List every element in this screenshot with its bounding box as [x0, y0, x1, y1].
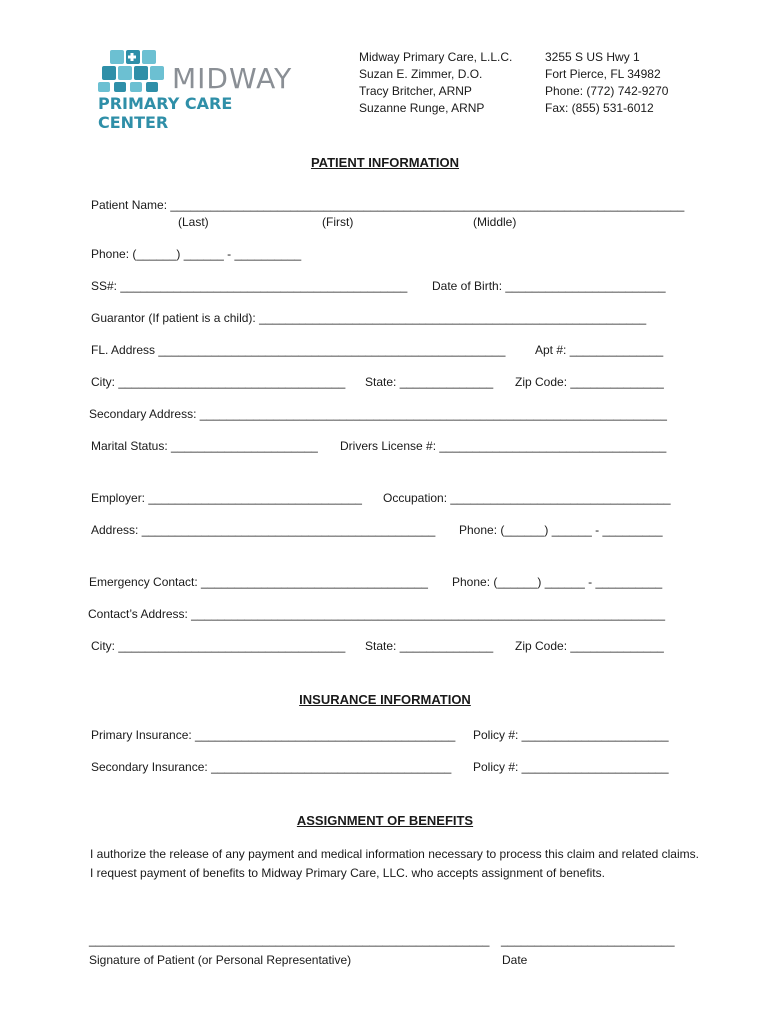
patient-info-title: PATIENT INFORMATION: [310, 155, 460, 170]
secondary-insurance-field[interactable]: Secondary Insurance: ____________________________________: [91, 760, 452, 774]
last-name-caption: (Last): [178, 215, 209, 229]
apt-field[interactable]: Apt #: ______________: [535, 343, 664, 357]
contact-city-field[interactable]: City: __________________________________: [91, 639, 346, 653]
employer-address-field[interactable]: Address: ____________________________________________: [91, 523, 436, 537]
zip-field[interactable]: Zip Code: ______________: [515, 375, 664, 389]
phone-number: Phone: (772) 742-9270: [545, 84, 669, 98]
provider-1: Suzan E. Zimmer, D.O.: [359, 67, 483, 81]
logo-word-midway: MIDWAY: [172, 62, 293, 95]
state-field[interactable]: State: ______________: [365, 375, 494, 389]
middle-name-caption: (Middle): [473, 215, 517, 229]
street-address: 3255 S US Hwy 1: [545, 50, 640, 64]
marital-status-field[interactable]: Marital Status: ______________________: [91, 439, 318, 453]
guarantor-field[interactable]: Guarantor (If patient is a child): __________________________________________________________: [91, 311, 647, 325]
secondary-policy-field[interactable]: Policy #: ______________________: [473, 760, 669, 774]
emergency-contact-field[interactable]: Emergency Contact: __________________________________: [89, 575, 428, 589]
employer-field[interactable]: Employer: ________________________________: [91, 491, 362, 505]
occupation-field[interactable]: Occupation: _________________________________: [383, 491, 671, 505]
employer-phone-field[interactable]: Phone: (______) ______ - _________: [459, 523, 663, 537]
phone-field[interactable]: Phone: (______) ______ - __________: [91, 247, 302, 261]
contact-zip-field[interactable]: Zip Code: ______________: [515, 639, 664, 653]
fax-number: Fax: (855) 531-6012: [545, 101, 654, 115]
date-line[interactable]: __________________________: [501, 933, 675, 947]
signature-line[interactable]: ____________________________________________________________: [89, 933, 490, 947]
medical-cross-icon: [127, 52, 137, 62]
midway-logo: [96, 48, 296, 132]
logo-tiles-icon: [98, 50, 168, 94]
city-field[interactable]: City: __________________________________: [91, 375, 346, 389]
ss-field[interactable]: SS#: ___________________________________________: [91, 279, 408, 293]
practice-name: Midway Primary Care, L.L.C.: [359, 50, 513, 64]
signature-label: Signature of Patient (or Personal Representative): [89, 953, 352, 967]
primary-policy-field[interactable]: Policy #: ______________________: [473, 728, 669, 742]
authorization-text: I authorize the release of any payment and medical information necessary to process this claim and related claims. I request payment of benefits to Midway Primary Care, LLC. who accepts assignment of benefits.: [90, 847, 699, 880]
contact-address-field[interactable]: Contact’s Address: _______________________________________________________________________: [88, 607, 666, 621]
patient-name-field[interactable]: Patient Name: _____________________________________________________________________________: [91, 198, 685, 212]
first-name-caption: (First): [322, 215, 354, 229]
date-label: Date: [502, 953, 528, 967]
emergency-phone-field[interactable]: Phone: (______) ______ - __________: [452, 575, 663, 589]
logo-word-primary-care: PRIMARY CARE CENTER: [98, 94, 233, 132]
secondary-address-field[interactable]: Secondary Address: ______________________________________________________________________: [89, 407, 667, 421]
city-state-zip: Fort Pierce, FL 34982: [545, 67, 661, 81]
dob-field[interactable]: Date of Birth: ________________________: [432, 279, 666, 293]
practice-info: [359, 49, 512, 117]
provider-3: Suzanne Runge, ARNP: [359, 101, 485, 115]
benefits-title: ASSIGNMENT OF BENEFITS: [296, 813, 474, 828]
drivers-license-field[interactable]: Drivers License #: __________________________________: [340, 439, 667, 453]
contact-state-field[interactable]: State: ______________: [365, 639, 494, 653]
provider-2: Tracy Britcher, ARNP: [359, 84, 472, 98]
fl-address-field[interactable]: FL. Address ____________________________________________________: [91, 343, 506, 357]
practice-contact: [545, 49, 668, 117]
insurance-info-title: INSURANCE INFORMATION: [299, 692, 471, 707]
primary-insurance-field[interactable]: Primary Insurance: _______________________________________: [91, 728, 456, 742]
